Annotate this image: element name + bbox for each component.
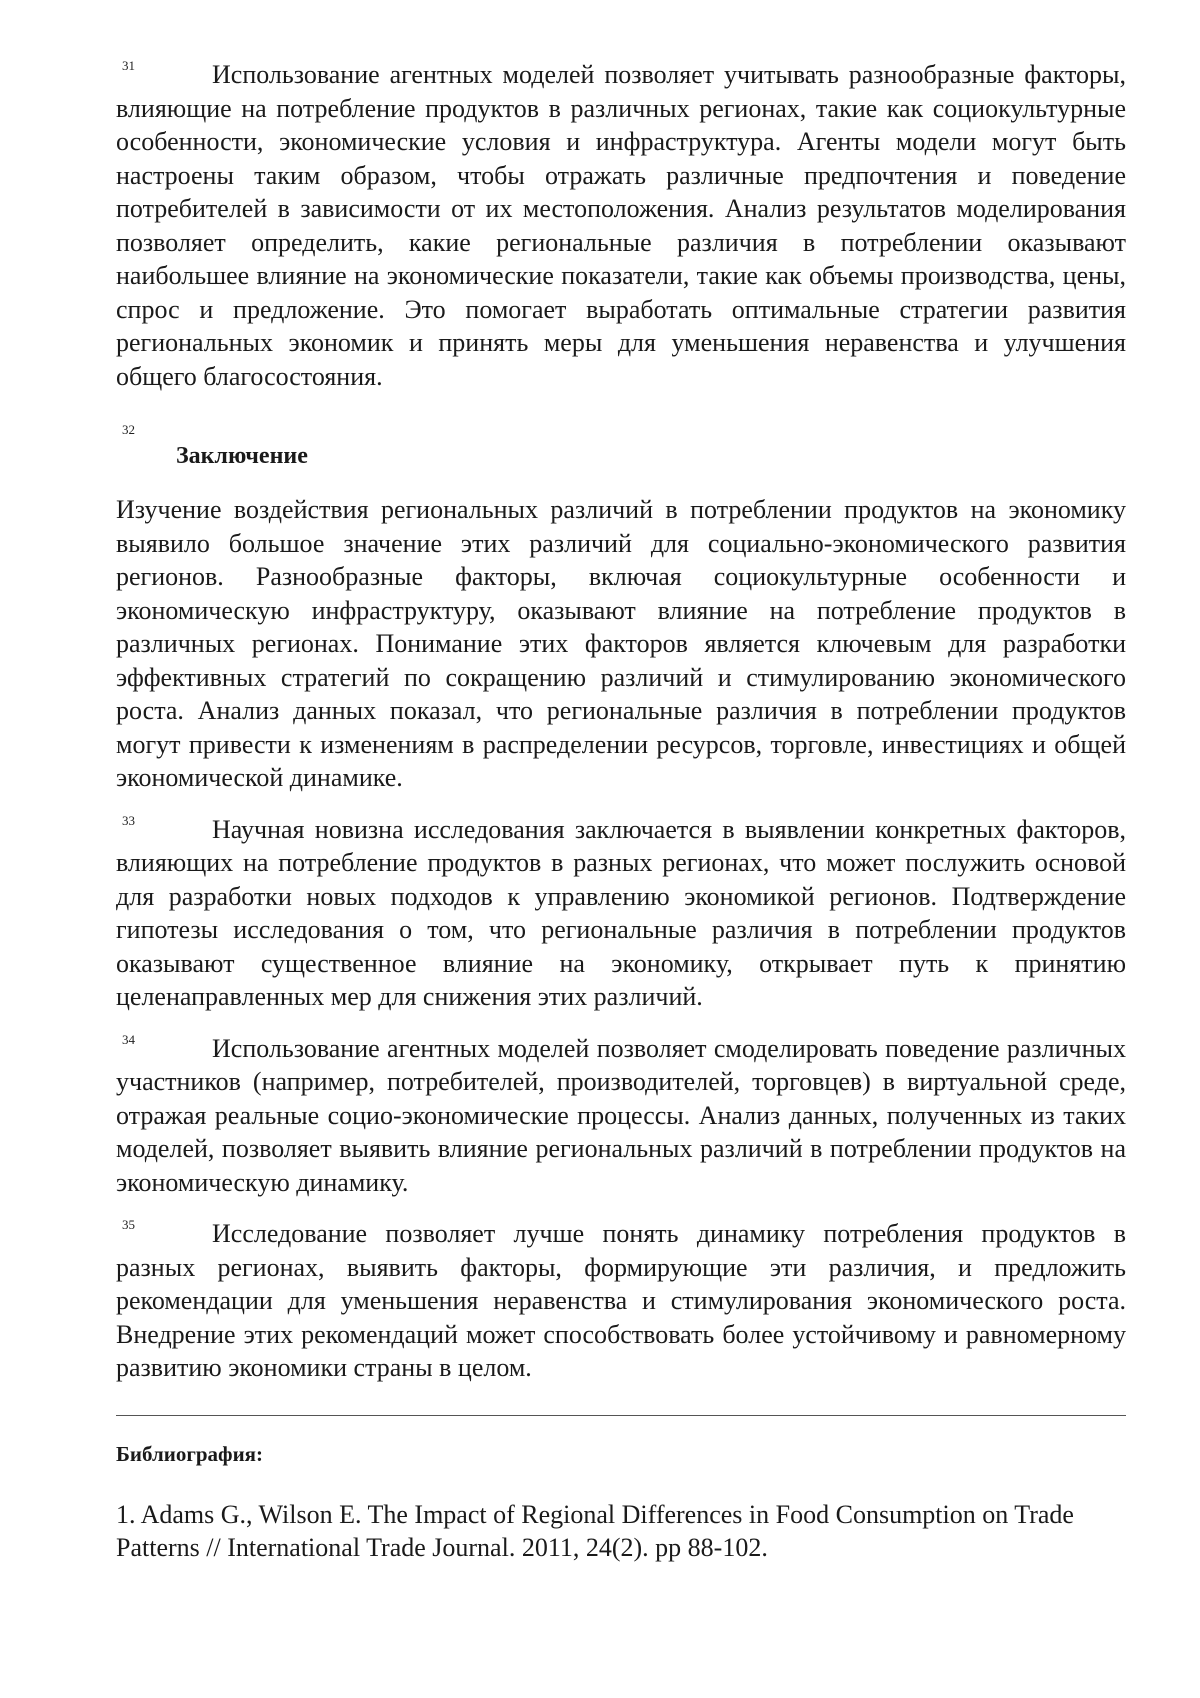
bibliography-section: [116, 1440, 1126, 1565]
section-heading: Заключение: [176, 443, 308, 469]
paragraph-text: Использование агентных моделей позволяет смоделировать поведение различных участников (например, потребителей, производителей, торговцев) в виртуальной среде, отражая реальные социо-экономические процессы. Анализ данных, полученных из таких моделей, позволяет выявить влияние региональных различий в потреблении продуктов на экономическую динамику.: [116, 1033, 1126, 1197]
paragraph-block-35: [116, 1217, 1126, 1385]
paragraph-block-32: [116, 423, 1126, 795]
paragraph-text: Научная новизна исследования заключается в выявлении конкретных факторов, влияющих на потребление продуктов в разных регионах, что может послужить основой для разработки новых подходов к управлению экономикой регионов. Подтверждение гипотезы исследования о том, что региональные различия в потреблении продуктов оказывают существенное влияние на экономику, открывает путь к принятию целенаправленных мер для снижения этих различий.: [116, 814, 1126, 1011]
paragraph-number: 32: [122, 422, 135, 437]
paragraph-text: Исследование позволяет лучше понять динамику потребления продуктов в разных регионах, выявить факторы, формирующие эти различия, и предложить рекомендации для уменьшения неравенства и стимулирования экономического роста. Внедрение этих рекомендаций может способствовать более устойчивому и равномерному развитию экономики страны в целом.: [116, 1219, 1126, 1382]
document-body: [116, 58, 1126, 1565]
paragraph-text: Изучение воздействия региональных различий в потреблении продуктов на экономику выявило большое значение этих различий для социально-экономического развития регионов. Разнообразные факторы, включая социокультурные особенности и экономическую инфраструктуру, оказывают влияние на потребление продуктов в различных регионах. Понимание этих факторов является ключевым для разработки эффективных стратегий по сокращению различий и стимулированию экономического роста. Анализ данных показал, что региональные различия в потреблении продуктов могут привести к изменениям в распределении ресурсов, торговле, инвестициях и общей экономической динамике.: [116, 495, 1126, 792]
bibliography-title: Библиография:: [116, 1441, 264, 1466]
paragraph-block-31: [116, 58, 1126, 393]
paragraph-block-33: [116, 813, 1126, 1014]
paragraph-number: 33: [122, 812, 135, 828]
paragraph-number: 31: [122, 58, 135, 73]
bibliography-divider: [116, 1415, 1126, 1416]
paragraph-text: Использование агентных моделей позволяет учитывать разнообразные факторы, влияющие на потребление продуктов в различных регионах, такие как социокультурные особенности, экономические условия и инфраструктура. Агенты модели могут быть настроены таким образом, чтобы отражать различные предпочтения и поведение потребителей в зависимости от их местоположения. Анализ результатов моделирования позволяет определить, какие региональные различия в потреблении оказывают наибольшее влияние на экономические показатели, такие как объемы производства, цены, спрос и предложение. Это помогает выработать оптимальные стратегии развития региональных экономик и принять меры для уменьшения неравенства и улучшения общего благосостояния.: [116, 60, 1126, 391]
paragraph-block-34: [116, 1032, 1126, 1200]
bibliography-item: 1. Adams G., Wilson E. The Impact of Regional Differences in Food Consumption on Trade Patterns // International Trade Journal. 2011, 24(2). pp 88-102.: [116, 1499, 1074, 1562]
paragraph-number: 35: [122, 1217, 135, 1232]
paragraph-number: 34: [122, 1031, 135, 1047]
